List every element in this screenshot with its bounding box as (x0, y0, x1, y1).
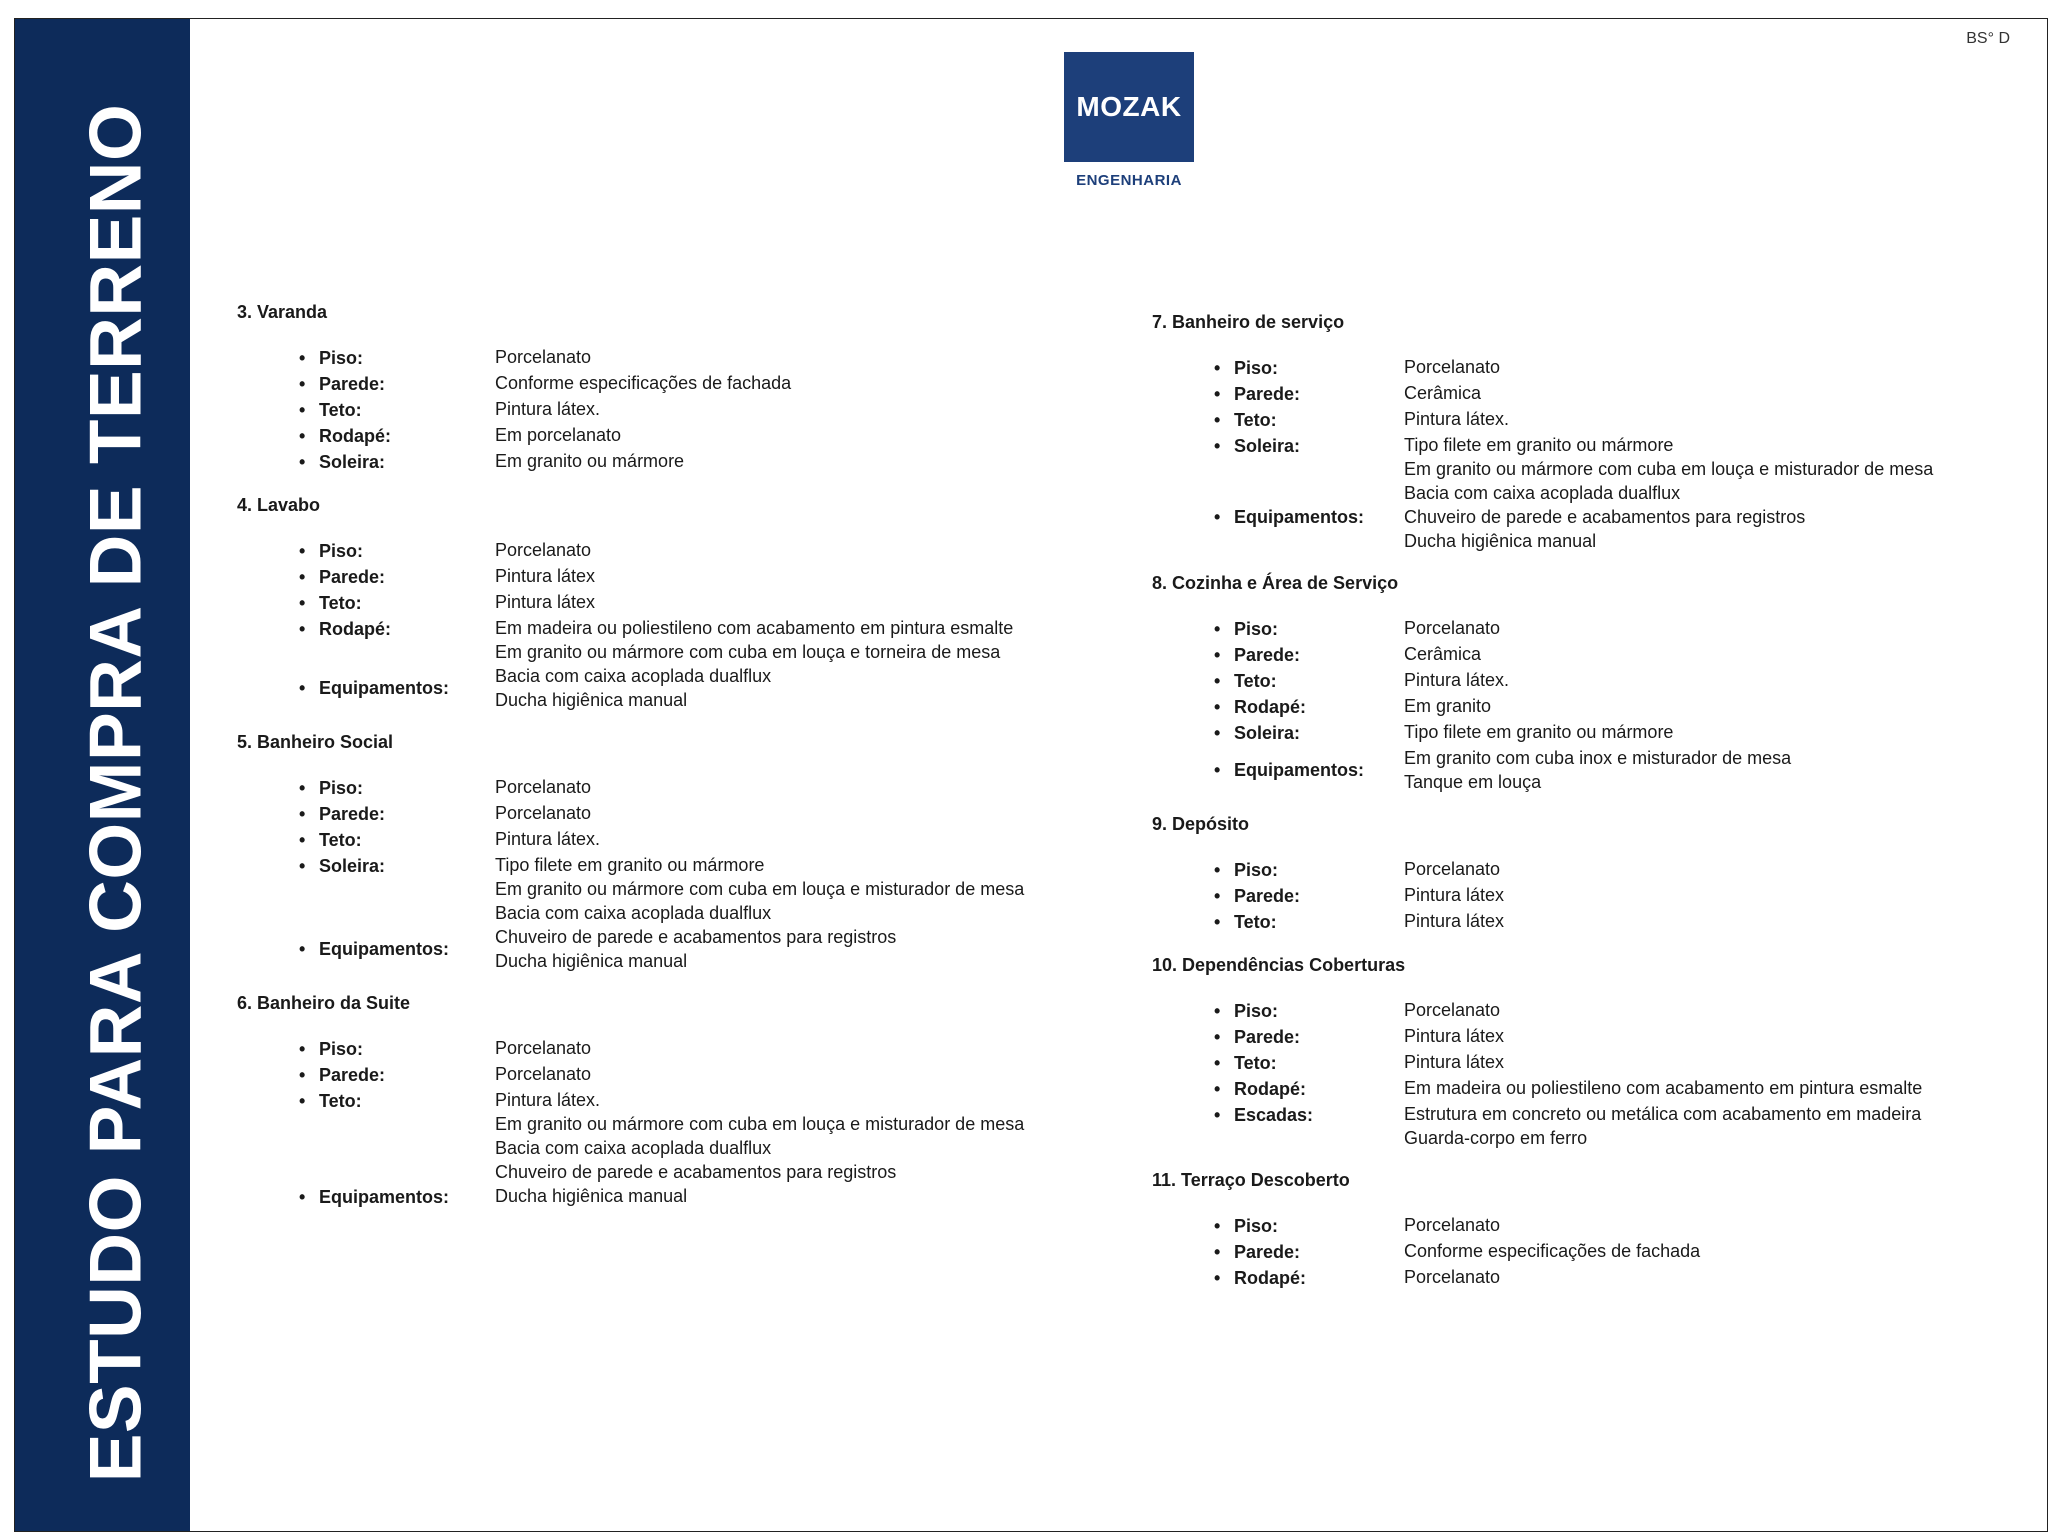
spec-values (495, 925, 1097, 973)
section-title: 5. Banheiro Social (237, 732, 394, 752)
spec-label: Parede: (319, 1065, 386, 1085)
spec-value: Bacia com caixa acoplada dualflux (495, 1138, 772, 1158)
spec-label: Parede: (1234, 384, 1301, 404)
bullet-icon: • (1214, 886, 1221, 906)
spec-label: Piso: (319, 541, 364, 561)
spec-label: Equipamentos: (319, 678, 450, 698)
bullet-icon: • (1214, 1242, 1221, 1262)
spec-item (1214, 1050, 2012, 1076)
bullet-icon: • (299, 939, 306, 959)
bullet-icon: • (299, 1065, 306, 1085)
spec-section (1152, 955, 2012, 1150)
spec-values (1404, 668, 2012, 694)
spec-value: Porcelanato (495, 777, 592, 797)
spec-value: Cerâmica (1404, 644, 1482, 664)
spec-item (1214, 720, 2012, 746)
spec-value: Em granito ou mármore com cuba em louça e torneira de mesa (495, 642, 1001, 662)
spec-value: Em porcelanato (495, 425, 622, 445)
spec-label: Piso: (319, 348, 364, 368)
spec-value: Pintura látex (495, 566, 596, 586)
spec-item (1214, 909, 2012, 935)
spec-label: Rodapé: (319, 426, 391, 446)
spec-values (1404, 1239, 2012, 1265)
spec-item (1214, 381, 2012, 407)
bullet-icon: • (299, 619, 306, 639)
bullet-icon: • (299, 856, 306, 876)
spec-label: Piso: (1234, 1001, 1279, 1021)
bullet-icon: • (1214, 619, 1221, 639)
spec-label: Piso: (1234, 358, 1279, 378)
section-title: 11. Terraço Descoberto (1152, 1170, 1350, 1190)
spec-list (1214, 355, 2012, 553)
spec-label: Rodapé: (319, 619, 391, 639)
spec-value: Pintura látex. (495, 399, 601, 419)
spec-item (1214, 883, 2012, 909)
spec-value: Porcelanato (495, 803, 592, 823)
spec-item (1214, 668, 2012, 694)
bullet-icon: • (1214, 645, 1221, 665)
spec-values (495, 616, 1097, 664)
bullet-icon: • (299, 567, 306, 587)
spec-values (495, 827, 1097, 853)
spec-values (495, 371, 1097, 397)
spec-value: Em granito ou mármore (495, 451, 685, 471)
spec-value: Porcelanato (495, 1064, 592, 1084)
spec-item (299, 801, 1097, 827)
bullet-icon: • (1214, 1268, 1221, 1288)
spec-label: Teto: (1234, 671, 1277, 691)
spec-item (299, 775, 1097, 801)
spec-values (495, 801, 1097, 827)
bullet-icon: • (299, 678, 306, 698)
spec-value: Pintura látex. (495, 1090, 601, 1110)
bullet-icon: • (1214, 1079, 1221, 1099)
section-title: 3. Varanda (237, 302, 328, 322)
spec-list (1214, 998, 2012, 1150)
spec-value: Conforme especificações de fachada (495, 373, 792, 393)
spec-value: Porcelanato (1404, 1215, 1501, 1235)
spec-item (299, 345, 1097, 371)
spec-value: Em madeira ou poliestileno com acabamento em pintura esmalte (1404, 1078, 1923, 1098)
spec-list (299, 345, 1097, 475)
spec-section (237, 732, 1097, 973)
spec-item (1214, 642, 2012, 668)
spec-item (1214, 694, 2012, 720)
spec-value: Pintura látex (1404, 911, 1505, 931)
spec-value: Em granito ou mármore com cuba em louça e misturador de mesa (495, 879, 1025, 899)
bullet-icon: • (299, 374, 306, 394)
spec-value: Ducha higiênica manual (495, 951, 688, 971)
spec-label: Piso: (1234, 1216, 1279, 1236)
spec-values (1404, 381, 2012, 407)
spec-value: Ducha higiênica manual (495, 690, 688, 710)
spec-values (1404, 746, 2012, 794)
section-title: 8. Cozinha e Área de Serviço (1152, 573, 1399, 593)
spec-section (237, 302, 1097, 475)
spec-label: Piso: (1234, 860, 1279, 880)
spec-item (1214, 998, 2012, 1024)
spec-values (495, 449, 1097, 475)
spec-label: Teto: (319, 400, 362, 420)
spec-values (1404, 1102, 2012, 1150)
spec-label: Escadas: (1234, 1105, 1314, 1125)
spec-item (1214, 407, 2012, 433)
sidebar-title: ESTUDO PARA COMPRA DE TERRENO (75, 103, 157, 1483)
spec-list (299, 538, 1097, 712)
spec-item (1214, 1239, 2012, 1265)
spec-value: Porcelanato (1404, 357, 1501, 377)
bullet-icon: • (1214, 760, 1221, 780)
bullet-icon: • (299, 400, 306, 420)
spec-value: Pintura látex. (1404, 409, 1510, 429)
bullet-icon: • (1214, 671, 1221, 691)
document-code: BS° D (1966, 30, 2010, 47)
bullet-icon: • (299, 1187, 306, 1207)
spec-value: Pintura látex (495, 592, 596, 612)
spec-value: Tipo filete em granito ou mármore (495, 855, 765, 875)
spec-value: Pintura látex. (1404, 670, 1510, 690)
spec-item (1214, 857, 2012, 883)
spec-list (299, 775, 1097, 973)
spec-label: Teto: (319, 830, 362, 850)
spec-section (1152, 814, 2012, 935)
bullet-icon: • (299, 348, 306, 368)
spec-label: Teto: (319, 593, 362, 613)
spec-item (299, 664, 1097, 712)
spec-list (1214, 616, 2012, 794)
spec-label: Equipamentos: (319, 939, 450, 959)
bullet-icon: • (299, 1091, 306, 1111)
spec-value: Tanque em louça (1404, 772, 1542, 792)
spec-value: Chuveiro de parede e acabamentos para registros (495, 1162, 897, 1182)
spec-values (495, 853, 1097, 925)
spec-value: Em granito com cuba inox e misturador de mesa (1404, 748, 1792, 768)
spec-label: Soleira: (1234, 723, 1301, 743)
logo-subtitle: ENGENHARIA (1076, 172, 1182, 189)
spec-values (1404, 857, 2012, 883)
spec-value: Estrutura em concreto ou metálica com acabamento em madeira (1404, 1104, 1922, 1124)
spec-section (237, 495, 1097, 712)
spec-item (1214, 1076, 2012, 1102)
spec-values (1404, 694, 2012, 720)
spec-label: Parede: (1234, 1027, 1301, 1047)
spec-item (299, 1062, 1097, 1088)
spec-values (495, 1062, 1097, 1088)
spec-list (299, 1036, 1097, 1210)
spec-values (1404, 1265, 2012, 1291)
spec-label: Parede: (1234, 1242, 1301, 1262)
spec-values (495, 397, 1097, 423)
spec-item (1214, 1265, 2012, 1291)
spec-item (299, 423, 1097, 449)
logo-box (1064, 52, 1194, 162)
spec-values (1404, 616, 2012, 642)
spec-values (495, 1088, 1097, 1184)
spec-item (299, 1088, 1097, 1184)
spec-section (1152, 1170, 2012, 1291)
spec-item (299, 371, 1097, 397)
section-title: 10. Dependências Coberturas (1152, 955, 1406, 975)
section-title: 6. Banheiro da Suite (237, 993, 411, 1013)
spec-value: Chuveiro de parede e acabamentos para registros (1404, 507, 1806, 527)
spec-section (1152, 312, 2012, 553)
spec-label: Piso: (1234, 619, 1279, 639)
spec-value: Pintura látex (1404, 885, 1505, 905)
bullet-icon: • (1214, 1001, 1221, 1021)
spec-item (299, 1184, 1097, 1210)
spec-item (299, 1036, 1097, 1062)
bullet-icon: • (1214, 1105, 1221, 1125)
spec-values (495, 775, 1097, 801)
spec-item (1214, 355, 2012, 381)
spec-value: Porcelanato (1404, 859, 1501, 879)
bullet-icon: • (299, 778, 306, 798)
bullet-icon: • (1214, 507, 1221, 527)
spec-label: Equipamentos: (319, 1187, 450, 1207)
spec-label: Piso: (319, 778, 364, 798)
spec-value: Bacia com caixa acoplada dualflux (495, 666, 772, 686)
spec-values (495, 564, 1097, 590)
spec-values (1404, 1076, 2012, 1102)
spec-label: Teto: (1234, 912, 1277, 932)
spec-value: Tipo filete em granito ou mármore (1404, 435, 1674, 455)
spec-value: Guarda-corpo em ferro (1404, 1128, 1588, 1148)
spec-value: Em granito ou mármore com cuba em louça e misturador de mesa (495, 1114, 1025, 1134)
bullet-icon: • (299, 804, 306, 824)
bullet-icon: • (299, 1039, 306, 1059)
bullet-icon: • (1214, 860, 1221, 880)
spec-label: Parede: (1234, 886, 1301, 906)
spec-value: Porcelanato (1404, 1000, 1501, 1020)
spec-label: Teto: (1234, 410, 1277, 430)
spec-label: Teto: (1234, 1053, 1277, 1073)
bullet-icon: • (299, 541, 306, 561)
spec-label: Soleira: (319, 856, 386, 876)
spec-values (1404, 1213, 2012, 1239)
spec-label: Parede: (1234, 645, 1301, 665)
spec-values (1404, 998, 2012, 1024)
bullet-icon: • (1214, 912, 1221, 932)
bullet-icon: • (1214, 1053, 1221, 1073)
left-column (237, 302, 1097, 1230)
spec-values (495, 1036, 1097, 1062)
spec-section (1152, 573, 2012, 794)
spec-item (299, 590, 1097, 616)
spec-item (1214, 746, 2012, 794)
spec-item (299, 827, 1097, 853)
spec-list (1214, 857, 2012, 935)
spec-section (237, 993, 1097, 1210)
spec-item (299, 538, 1097, 564)
spec-values (1404, 883, 2012, 909)
spec-value: Tipo filete em granito ou mármore (1404, 722, 1674, 742)
spec-value: Em granito ou mármore com cuba em louça e misturador de mesa (1404, 459, 1934, 479)
spec-item (299, 449, 1097, 475)
spec-item (299, 925, 1097, 973)
spec-label: Rodapé: (1234, 1268, 1306, 1288)
bullet-icon: • (1214, 436, 1221, 456)
spec-item (299, 397, 1097, 423)
spec-value: Ducha higiênica manual (495, 1186, 688, 1206)
spec-value: Porcelanato (1404, 618, 1501, 638)
spec-value: Conforme especificações de fachada (1404, 1241, 1701, 1261)
spec-values (495, 423, 1097, 449)
spec-label: Teto: (319, 1091, 362, 1111)
bullet-icon: • (299, 452, 306, 472)
spec-item (299, 564, 1097, 590)
spec-values (495, 590, 1097, 616)
spec-label: Soleira: (1234, 436, 1301, 456)
bullet-icon: • (1214, 410, 1221, 430)
spec-label: Rodapé: (1234, 697, 1306, 717)
spec-value: Pintura látex (1404, 1026, 1505, 1046)
spec-label: Piso: (319, 1039, 364, 1059)
spec-label: Equipamentos: (1234, 760, 1365, 780)
bullet-icon: • (299, 830, 306, 850)
spec-value: Chuveiro de parede e acabamentos para registros (495, 927, 897, 947)
bullet-icon: • (1214, 358, 1221, 378)
spec-value: Porcelanato (1404, 1267, 1501, 1287)
bullet-icon: • (1214, 1216, 1221, 1236)
spec-value: Ducha higiênica manual (1404, 531, 1597, 551)
spec-list (1214, 1213, 2012, 1291)
spec-value: Porcelanato (495, 540, 592, 560)
spec-label: Parede: (319, 804, 386, 824)
bullet-icon: • (1214, 723, 1221, 743)
spec-item (1214, 1102, 2012, 1150)
section-title: 9. Depósito (1152, 814, 1250, 834)
spec-label: Rodapé: (1234, 1079, 1306, 1099)
spec-values (1404, 407, 2012, 433)
spec-values (495, 538, 1097, 564)
spec-label: Equipamentos: (1234, 507, 1365, 527)
spec-item (1214, 1213, 2012, 1239)
spec-values (1404, 355, 2012, 381)
spec-values (1404, 720, 2012, 746)
section-title: 4. Lavabo (237, 495, 321, 515)
logo-name: MOZAK (1076, 91, 1182, 122)
spec-label: Parede: (319, 374, 386, 394)
spec-label: Parede: (319, 567, 386, 587)
spec-label: Soleira: (319, 452, 386, 472)
spec-values (1404, 1050, 2012, 1076)
bullet-icon: • (1214, 1027, 1221, 1047)
spec-item (299, 853, 1097, 925)
spec-item (1214, 433, 2012, 481)
spec-item (1214, 1024, 2012, 1050)
bullet-icon: • (1214, 697, 1221, 717)
spec-item (1214, 481, 2012, 553)
spec-values (495, 1184, 1097, 1210)
spec-values (1404, 1024, 2012, 1050)
spec-value: Pintura látex (1404, 1052, 1505, 1072)
bullet-icon: • (299, 593, 306, 613)
spec-values (1404, 433, 2012, 481)
spec-item (1214, 616, 2012, 642)
bullet-icon: • (299, 426, 306, 446)
spec-value: Porcelanato (495, 1038, 592, 1058)
spec-values (1404, 642, 2012, 668)
spec-values (495, 345, 1097, 371)
spec-value: Bacia com caixa acoplada dualflux (1404, 483, 1681, 503)
company-logo (1064, 52, 1194, 192)
bullet-icon: • (1214, 384, 1221, 404)
spec-value: Porcelanato (495, 347, 592, 367)
section-title: 7. Banheiro de serviço (1152, 312, 1345, 332)
right-column (1152, 312, 2012, 1311)
spec-item (299, 616, 1097, 664)
spec-value: Bacia com caixa acoplada dualflux (495, 903, 772, 923)
spec-value: Cerâmica (1404, 383, 1482, 403)
spec-values (1404, 481, 2012, 553)
spec-value: Em granito (1404, 696, 1492, 716)
spec-value: Pintura látex. (495, 829, 601, 849)
spec-values (1404, 909, 2012, 935)
spec-values (495, 664, 1097, 712)
spec-value: Em madeira ou poliestileno com acabamento em pintura esmalte (495, 618, 1014, 638)
